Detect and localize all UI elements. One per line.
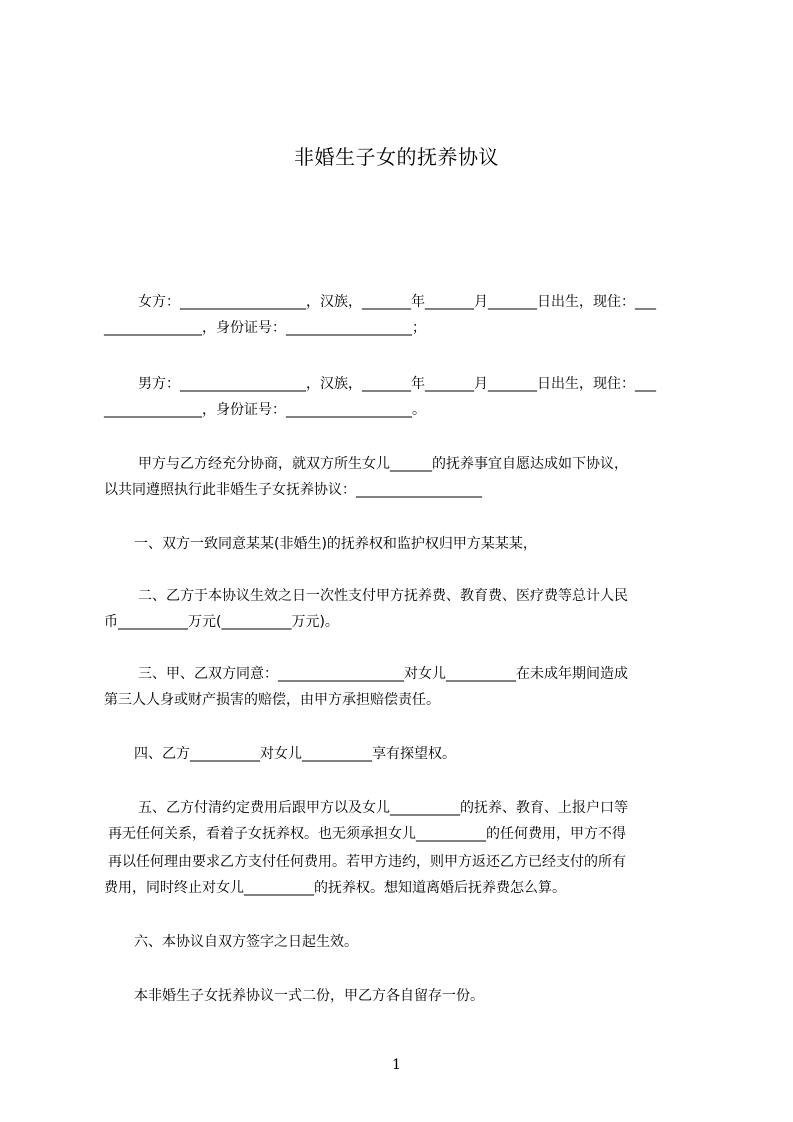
clause-3-line-2: 第三人人身或财产损害的赔偿，由甲方承担赔偿责任。: [104, 692, 440, 708]
clause-5-line-1: 五、乙方付清约定费用后跟甲方以及女儿__________的抚养、教育、上报户口等: [138, 800, 628, 816]
intro-line-1: 甲方与乙方经充分协商，就双方所生女儿______的抚养事宜自愿达成如下协议，: [138, 456, 628, 472]
clause-5-line-3: 再以任何理由要求乙方支付任何费用。若甲方违约，则甲方返还乙方已经支付的所有: [108, 854, 626, 870]
male-party-line-1: 男方：__________________，汉族，_______年_______月_______日出生，现住：___: [138, 376, 656, 392]
male-party-line-2: ______________，身份证号：__________________。: [104, 402, 426, 418]
female-party-line-1: 女方：__________________，汉族，_______年_______月_______日出生，现住：___: [138, 294, 656, 310]
female-party-line-2: ______________，身份证号：__________________；: [104, 320, 426, 336]
clause-2-line-2: 币__________万元(__________万元)。: [104, 614, 339, 630]
closing-line-1: 本非婚生子女抚养协议一式二份，甲乙方各自留存一份。: [134, 988, 484, 1004]
page-number: 1: [392, 1057, 401, 1073]
clause-4-line-1: 四、乙方__________对女儿__________享有探望权。: [134, 746, 456, 762]
clause-3-line-1: 三、甲、乙双方同意：__________________对女儿__________在未成年期间造成: [138, 666, 628, 682]
clause-1-line-1: 一、双方一致同意某某(非婚生)的抚养权和监护权归甲方某某某，: [134, 536, 537, 552]
clause-5-line-4: 费用，同时终止对女儿__________的抚养权。想知道离婚后抚养费怎么算。: [104, 880, 566, 896]
clause-5-line-2: 再无任何关系，看着子女抚养权。也无须承担女儿__________的任何费用，甲方不得: [108, 826, 626, 842]
clause-6-line-1: 六、本协议自双方签字之日起生效。: [134, 934, 358, 950]
intro-line-2: 以共同遵照执行此非婚生子女抚养协议：__________________: [104, 482, 482, 498]
document-title: 非婚生子女的抚养协议: [294, 145, 499, 169]
clause-2-line-1: 二、乙方于本协议生效之日一次性支付甲方抚养费、教育费、医疗费等总计人民: [138, 588, 628, 604]
